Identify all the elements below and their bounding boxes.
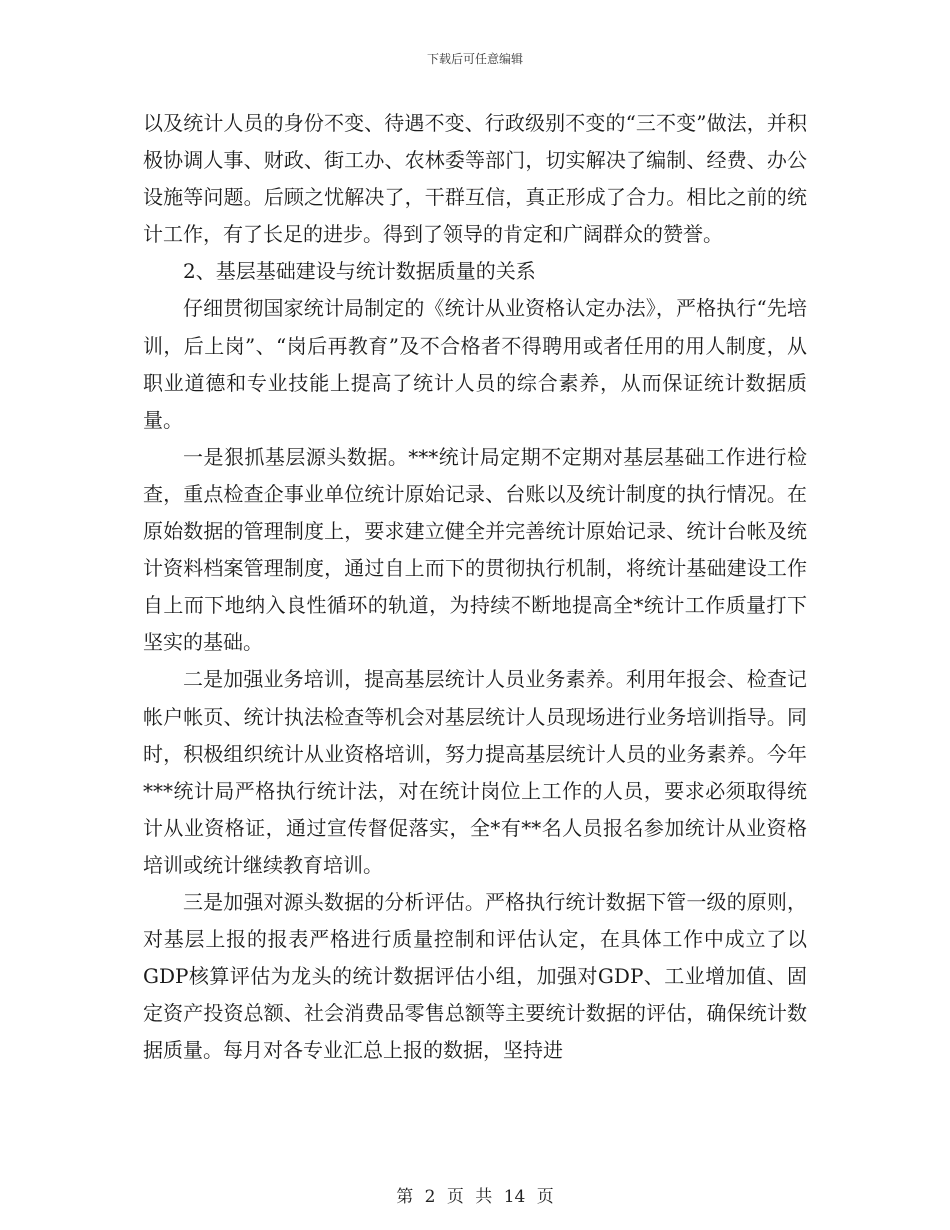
paragraph-6: 三是加强对源头数据的分析评估。严格执行统计数据下管一级的原则，对基层上报的报表严格进行质量控制和评估认定，在具体工作中成立了以GDP核算评估为龙头的统计数据评估小组，加强对GDP、工业增加值、固定资产投资总额、社会消费品零售总额等主要统计数据的评估，确保统计数据质量。每月对各专业汇总上报的数据，坚持进	[143, 889, 807, 1063]
paragraph-4: 一是狠抓基层源头数据。***统计局定期不定期对基层基础工作进行检查，重点检查企事业单位统计原始记录、台账以及统计制度的执行情况。在原始数据的管理制度上，要求建立健全并完善统计原始记录、统计台帐及统计资料档案管理制度，通过自上而下的贯彻执行机制，将统计基础建设工作自上而下地纳入良性循环的轨道，为持续不断地提高全*统计工作质量打下坚实的基础。	[143, 444, 807, 655]
page-footer: 第 2 页 共 14 页	[396, 1187, 554, 1207]
page-header: 下载后可任意编辑	[426, 52, 523, 66]
paragraph-3: 仔细贯彻国家统计局制定的《统计从业资格认定办法》，严格执行“先培训，后上岗”、“岗后再教育”及不合格者不得聘用或者任用的用人制度，从职业道德和专业技能上提高了统计人员的综合素养，从而保证统计数据质量。	[143, 296, 807, 432]
paragraph-1: 以及统计人员的身份不变、待遇不变、行政级别不变的“三不变”做法，并积极协调人事、财政、街工办、农林委等部门，切实解决了编制、经费、办公设施等问题。后顾之忧解决了，干群互信，真正形成了合力。相比之前的统计工作，有了长足的进步。得到了领导的肯定和广阔群众的赞誉。	[143, 111, 807, 247]
section-heading: 2、基层基础建设与统计数据质量的关系	[183, 259, 536, 284]
paragraph-5: 二是加强业务培训，提高基层统计人员业务素养。利用年报会、检查记帐户帐页、统计执法检查等机会对基层统计人员现场进行业务培训指导。同时，积极组织统计从业资格培训，努力提高基层统计人员的业务素养。今年***统计局严格执行统计法，对在统计岗位上工作的人员，要求必须取得统计从业资格证，通过宣传督促落实，全*有**名人员报名参加统计从业资格培训或统计继续教育培训。	[143, 667, 807, 877]
document-body	[143, 105, 807, 1069]
